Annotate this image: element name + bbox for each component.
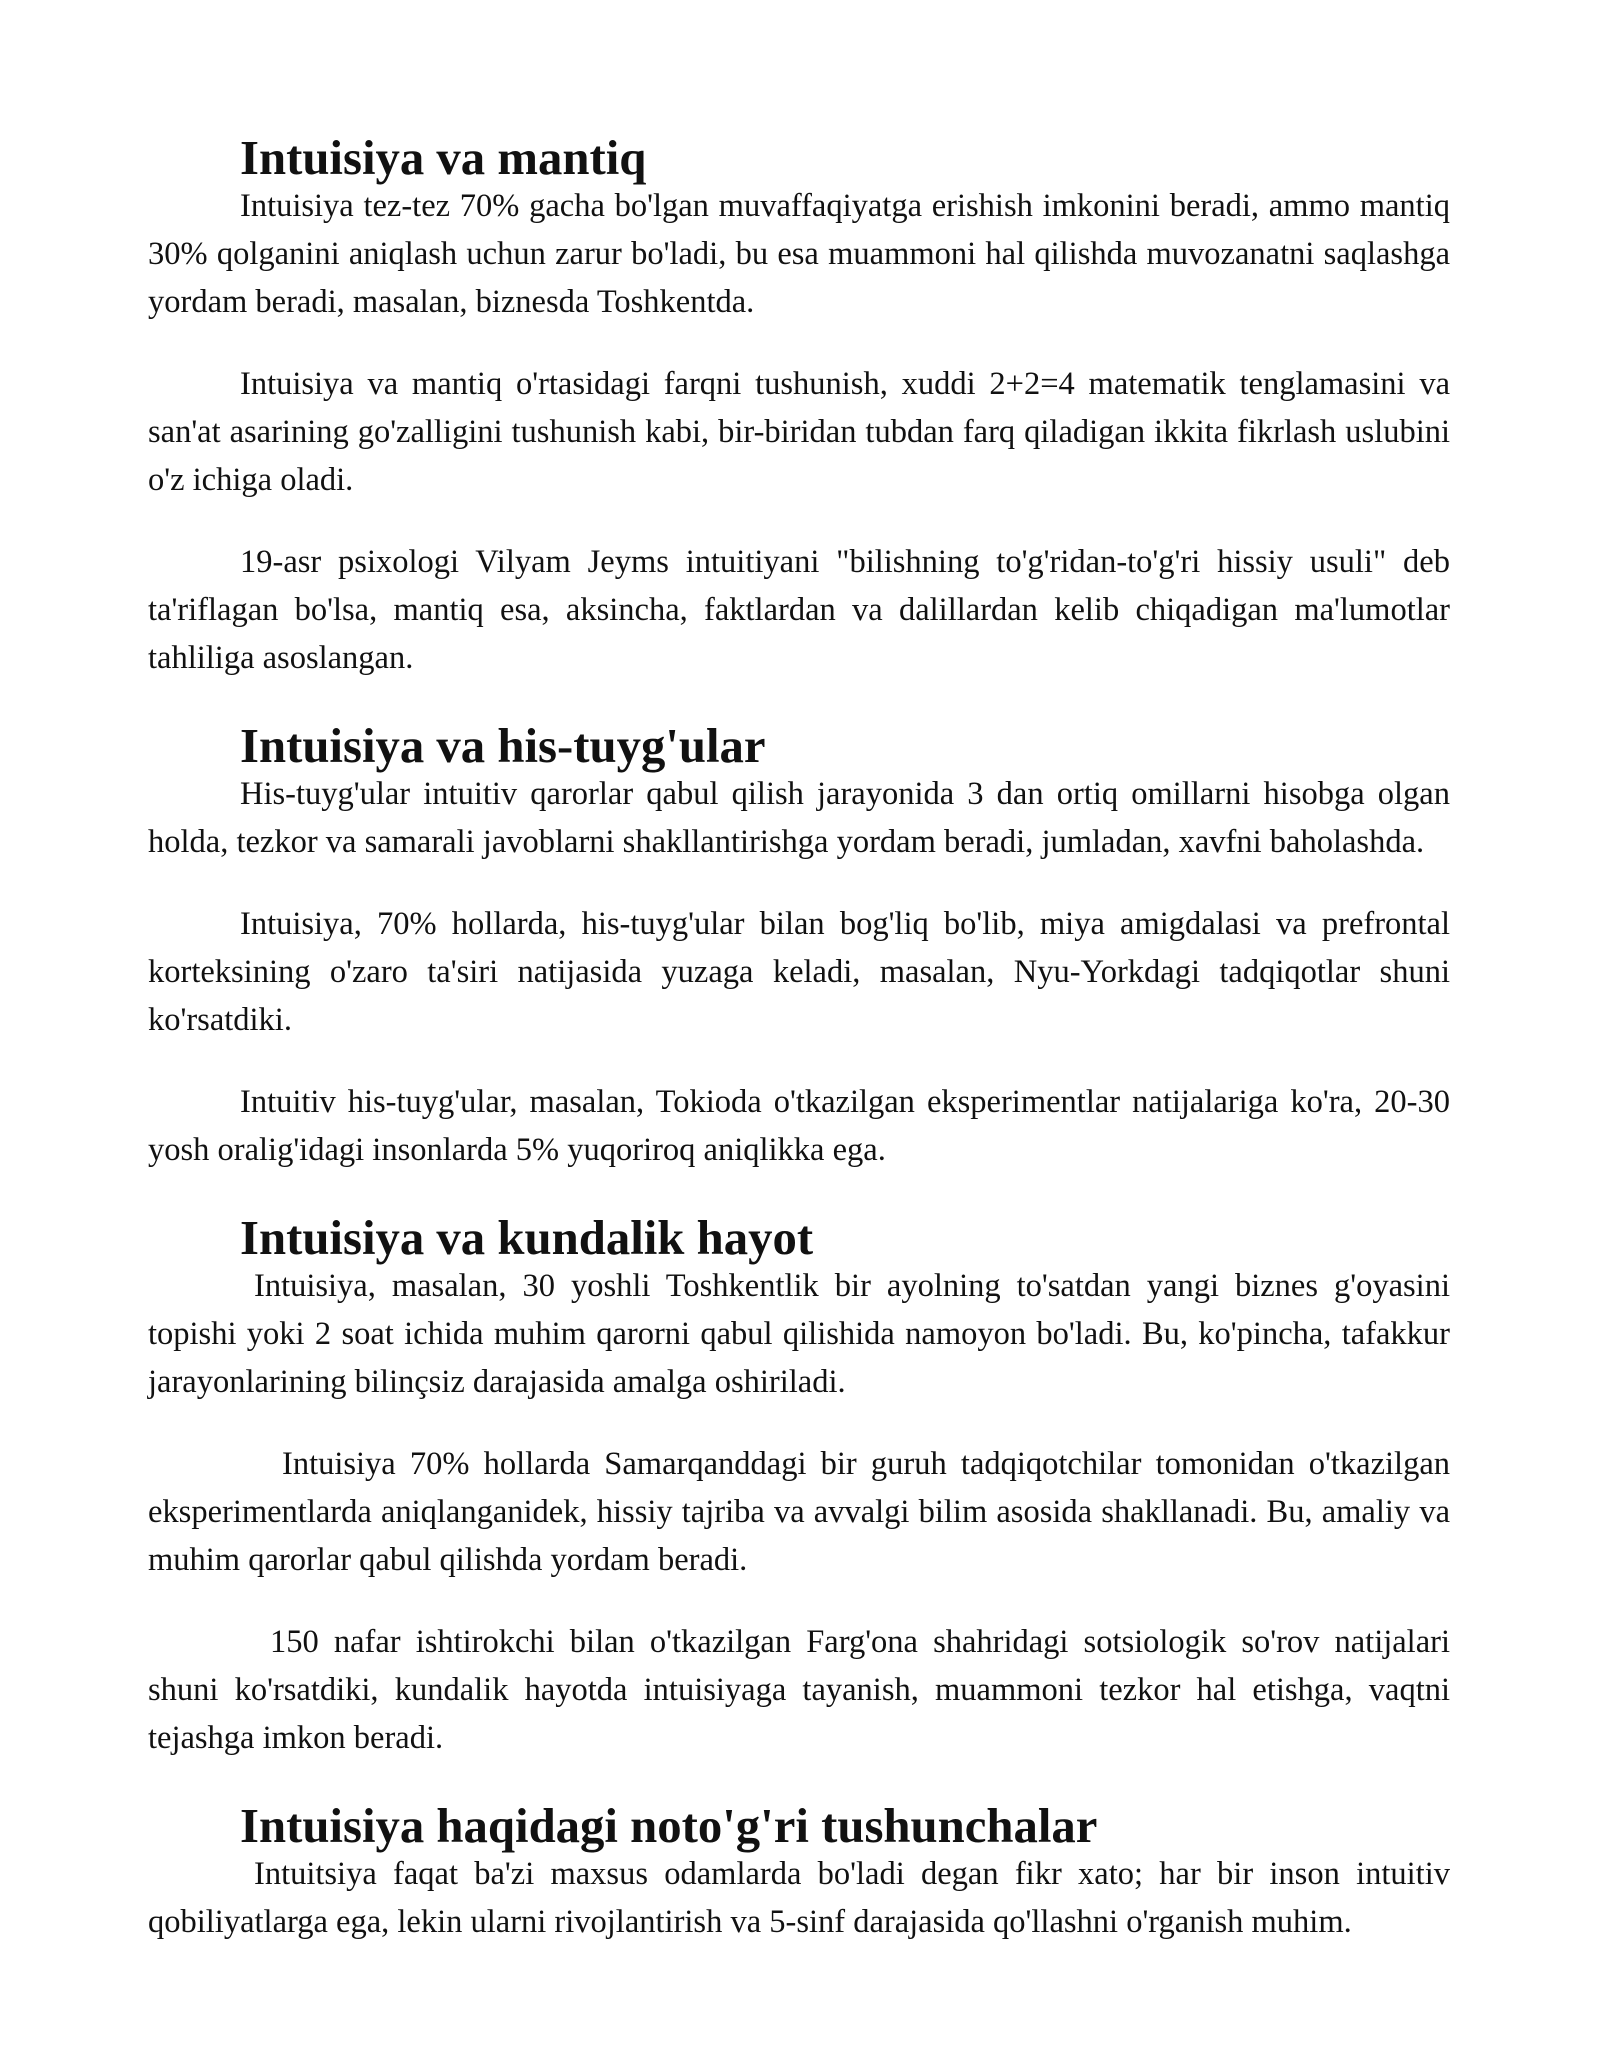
section-intuisiya-va-kundalik-hayot (148, 1211, 1450, 1762)
document-page (148, 131, 1450, 1986)
section-heading: Intuisiya va mantiq (240, 131, 647, 185)
paragraph: Intuisiya 70% hollarda Samarqanddagi bir guruh tadqiqotchilar tomonidan o'tkazilgan eksperimentlarda aniqlanganidek, hissiy tajriba va avvalgi bilim asosida shakllanadi. Bu, amaliy va muhim qarorlar qabul qilishda yordam beradi. (148, 1446, 1450, 1578)
section-heading: Intuisiya va kundalik hayot (240, 1211, 814, 1265)
section-heading: Intuisiya haqidagi noto'g'ri tushunchalar (240, 1799, 1098, 1853)
paragraph: Intuisiya tez-tez 70% gacha bo'lgan muvaffaqiyatga erishish imkonini beradi, ammo mantiq 30% qolganini aniqlash uchun zarur bo'ladi, bu esa muammoni hal qilishda muvozanatni saqlashga yordam beradi, masalan, biznesda Toshkentda. (148, 188, 1450, 320)
section-notogri-tushunchalar (148, 1799, 1450, 1946)
section-intuisiya-va-his-tuygular (148, 719, 1450, 1174)
paragraph: Intuisiya, masalan, 30 yoshli Toshkentlik bir ayolning to'satdan yangi biznes g'oyasini topishi yoki 2 soat ichida muhim qarorni qabul qilishida namoyon bo'ladi. Bu, ko'pincha, tafakkur jarayonlarining bilinçsiz darajasida amalga oshiriladi. (148, 1268, 1450, 1400)
paragraph: Intuitiv his-tuyg'ular, masalan, Tokioda o'tkazilgan eksperimentlar natijalariga ko'ra, 20-30 yosh oralig'idagi insonlarda 5% yuqoriroq aniqlikka ega. (148, 1084, 1450, 1168)
section-intuisiya-va-mantiq (148, 131, 1450, 682)
paragraph: 19-asr psixologi Vilyam Jeyms intuitiyani "bilishning to'g'ridan-to'g'ri hissiy usuli" deb ta'riflagan bo'lsa, mantiq esa, aksincha, faktlardan va dalillardan kelib chiqadigan ma'lumotlar tahliliga asoslangan. (148, 544, 1450, 676)
paragraph: 150 nafar ishtirokchi bilan o'tkazilgan Farg'ona shahridagi sotsiologik so'rov natijalari shuni ko'rsatdiki, kundalik hayotda intuisiyaga tayanish, muammoni tezkor hal etishga, vaqtni tejashga imkon beradi. (148, 1624, 1450, 1756)
paragraph: Intuisiya va mantiq o'rtasidagi farqni tushunish, xuddi 2+2=4 matematik tenglamasini va san'at asarining go'zalligini tushunish kabi, bir-biridan tubdan farq qiladigan ikkita fikrlash uslubini o'z ichiga oladi. (148, 366, 1450, 498)
paragraph: Intuisiya, 70% hollarda, his-tuyg'ular bilan bog'liq bo'lib, miya amigdalasi va prefrontal korteksining o'zaro ta'siri natijasida yuzaga keladi, masalan, Nyu-Yorkdagi tadqiqotlar shuni ko'rsatdiki. (148, 906, 1450, 1038)
section-heading: Intuisiya va his-tuyg'ular (240, 719, 766, 773)
paragraph: His-tuyg'ular intuitiv qarorlar qabul qilish jarayonida 3 dan ortiq omillarni hisobga olgan holda, tezkor va samarali javoblarni shakllantirishga yordam beradi, jumladan, xavfni baholashda. (148, 776, 1450, 860)
paragraph: Intuitsiya faqat ba'zi maxsus odamlarda bo'ladi degan fikr xato; har bir inson intuitiv qobiliyatlarga ega, lekin ularni rivojlantirish va 5-sinf darajasida qo'llashni o'rganish muhim. (148, 1856, 1450, 1940)
